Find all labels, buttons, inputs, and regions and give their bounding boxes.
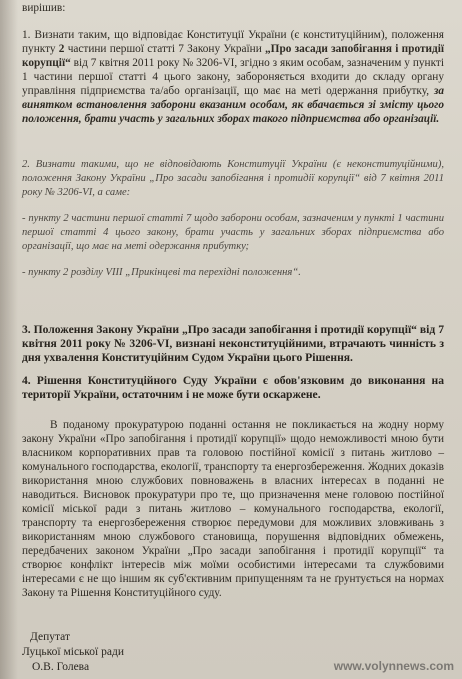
decision-header: вирішив: — [22, 2, 66, 14]
site-watermark: www.volynnews.com — [333, 659, 454, 673]
signature-title: Депутат — [30, 631, 70, 643]
signature-name: О.В. Голева — [32, 661, 90, 673]
page-shadow — [0, 0, 18, 679]
item-2-intro: 2. Визнати такими, що не відповідають Конституції України (є неконституційними), положення Закону України „Про засади запобігання і протидії корупції“ від 7 квітня 2011 року № 3206-VI, а саме: — [22, 159, 444, 198]
decision-item-3: 3. Положення Закону України „Про засади запобігання і протидії корупції“ від 7 квітня 2011 року № 3206-VI, визнані неконституційними, втрачають чинність з дня ухвалення Конституційним Судом України цього Рішення. — [22, 323, 444, 364]
signature-block — [22, 630, 124, 675]
decision-item-4: 4. Рішення Конституційного Суду України є обов'язковим до виконання на території України, остаточним і не може бути оскаржене. — [22, 374, 444, 401]
item-2-subpoint-2: - пункту 2 розділу VIII „Прикінцеві та перехідні положення“. — [22, 267, 301, 278]
decision-item-1: 1. Визнати таким, що відповідає Конституції України (є конституційним), положення пункту 2 частини першої статті 7 Закону України „Про засади запобігання і протидії корупції“ від 7 квітня 2011 року № 3206-VI, згідно з яким особам, зазначеним у пункті 1 частини першої статті 4 цього закону, забороняється входити до складу органу управління підприємства та/або організації, що має на меті одержання прибутку, за винятком встановлення заборони вказаним особам, як вбачається зі змісту цього положення, брати участь у загальних зборах такого підприємства або організації. — [22, 29, 444, 125]
decision-item-2 — [22, 158, 444, 280]
body-paragraph: В поданому прокуратурою поданні остання не покликається на жодну норму закону України «Про запобігання і протидії корупції» щодо неможливості мною бути власником корпоративних прав та головою постійної комісії з питань житлово – комунального господарства, екології, транспорту та енергозбереження. Жодних доказів використання мною службових повноважень в власних інтересах в поданні не наводиться. Висновок прокуратури про те, що призначення мене головою постійної комісії міської ради з питань житлово – комунального господарства, екології, транспорту та енергозбереження створює передумови для можливих зловживань з використанням мною службового становища, порушення відповідних обмежень, передбачених законом України „Про засади запобігання і протидії корупції“ та створює конфлікт інтересів між моїми особистими інтересами та службовими інтересами є не що іншим як суб'єктивним припущенням та не ґрунтується на нормах Закону та Рішення Конституційного суду. — [22, 419, 444, 599]
signature-council: Луцької міської ради — [22, 646, 124, 658]
item-2-subpoint-1: - пункту 2 частини першої статті 7 щодо заборони особам, зазначеним у пункті 1 частини першої статті 4 цього закону, брати участь у загальних зборах підприємства або організації, що має на меті одержання прибутку; — [22, 213, 444, 252]
